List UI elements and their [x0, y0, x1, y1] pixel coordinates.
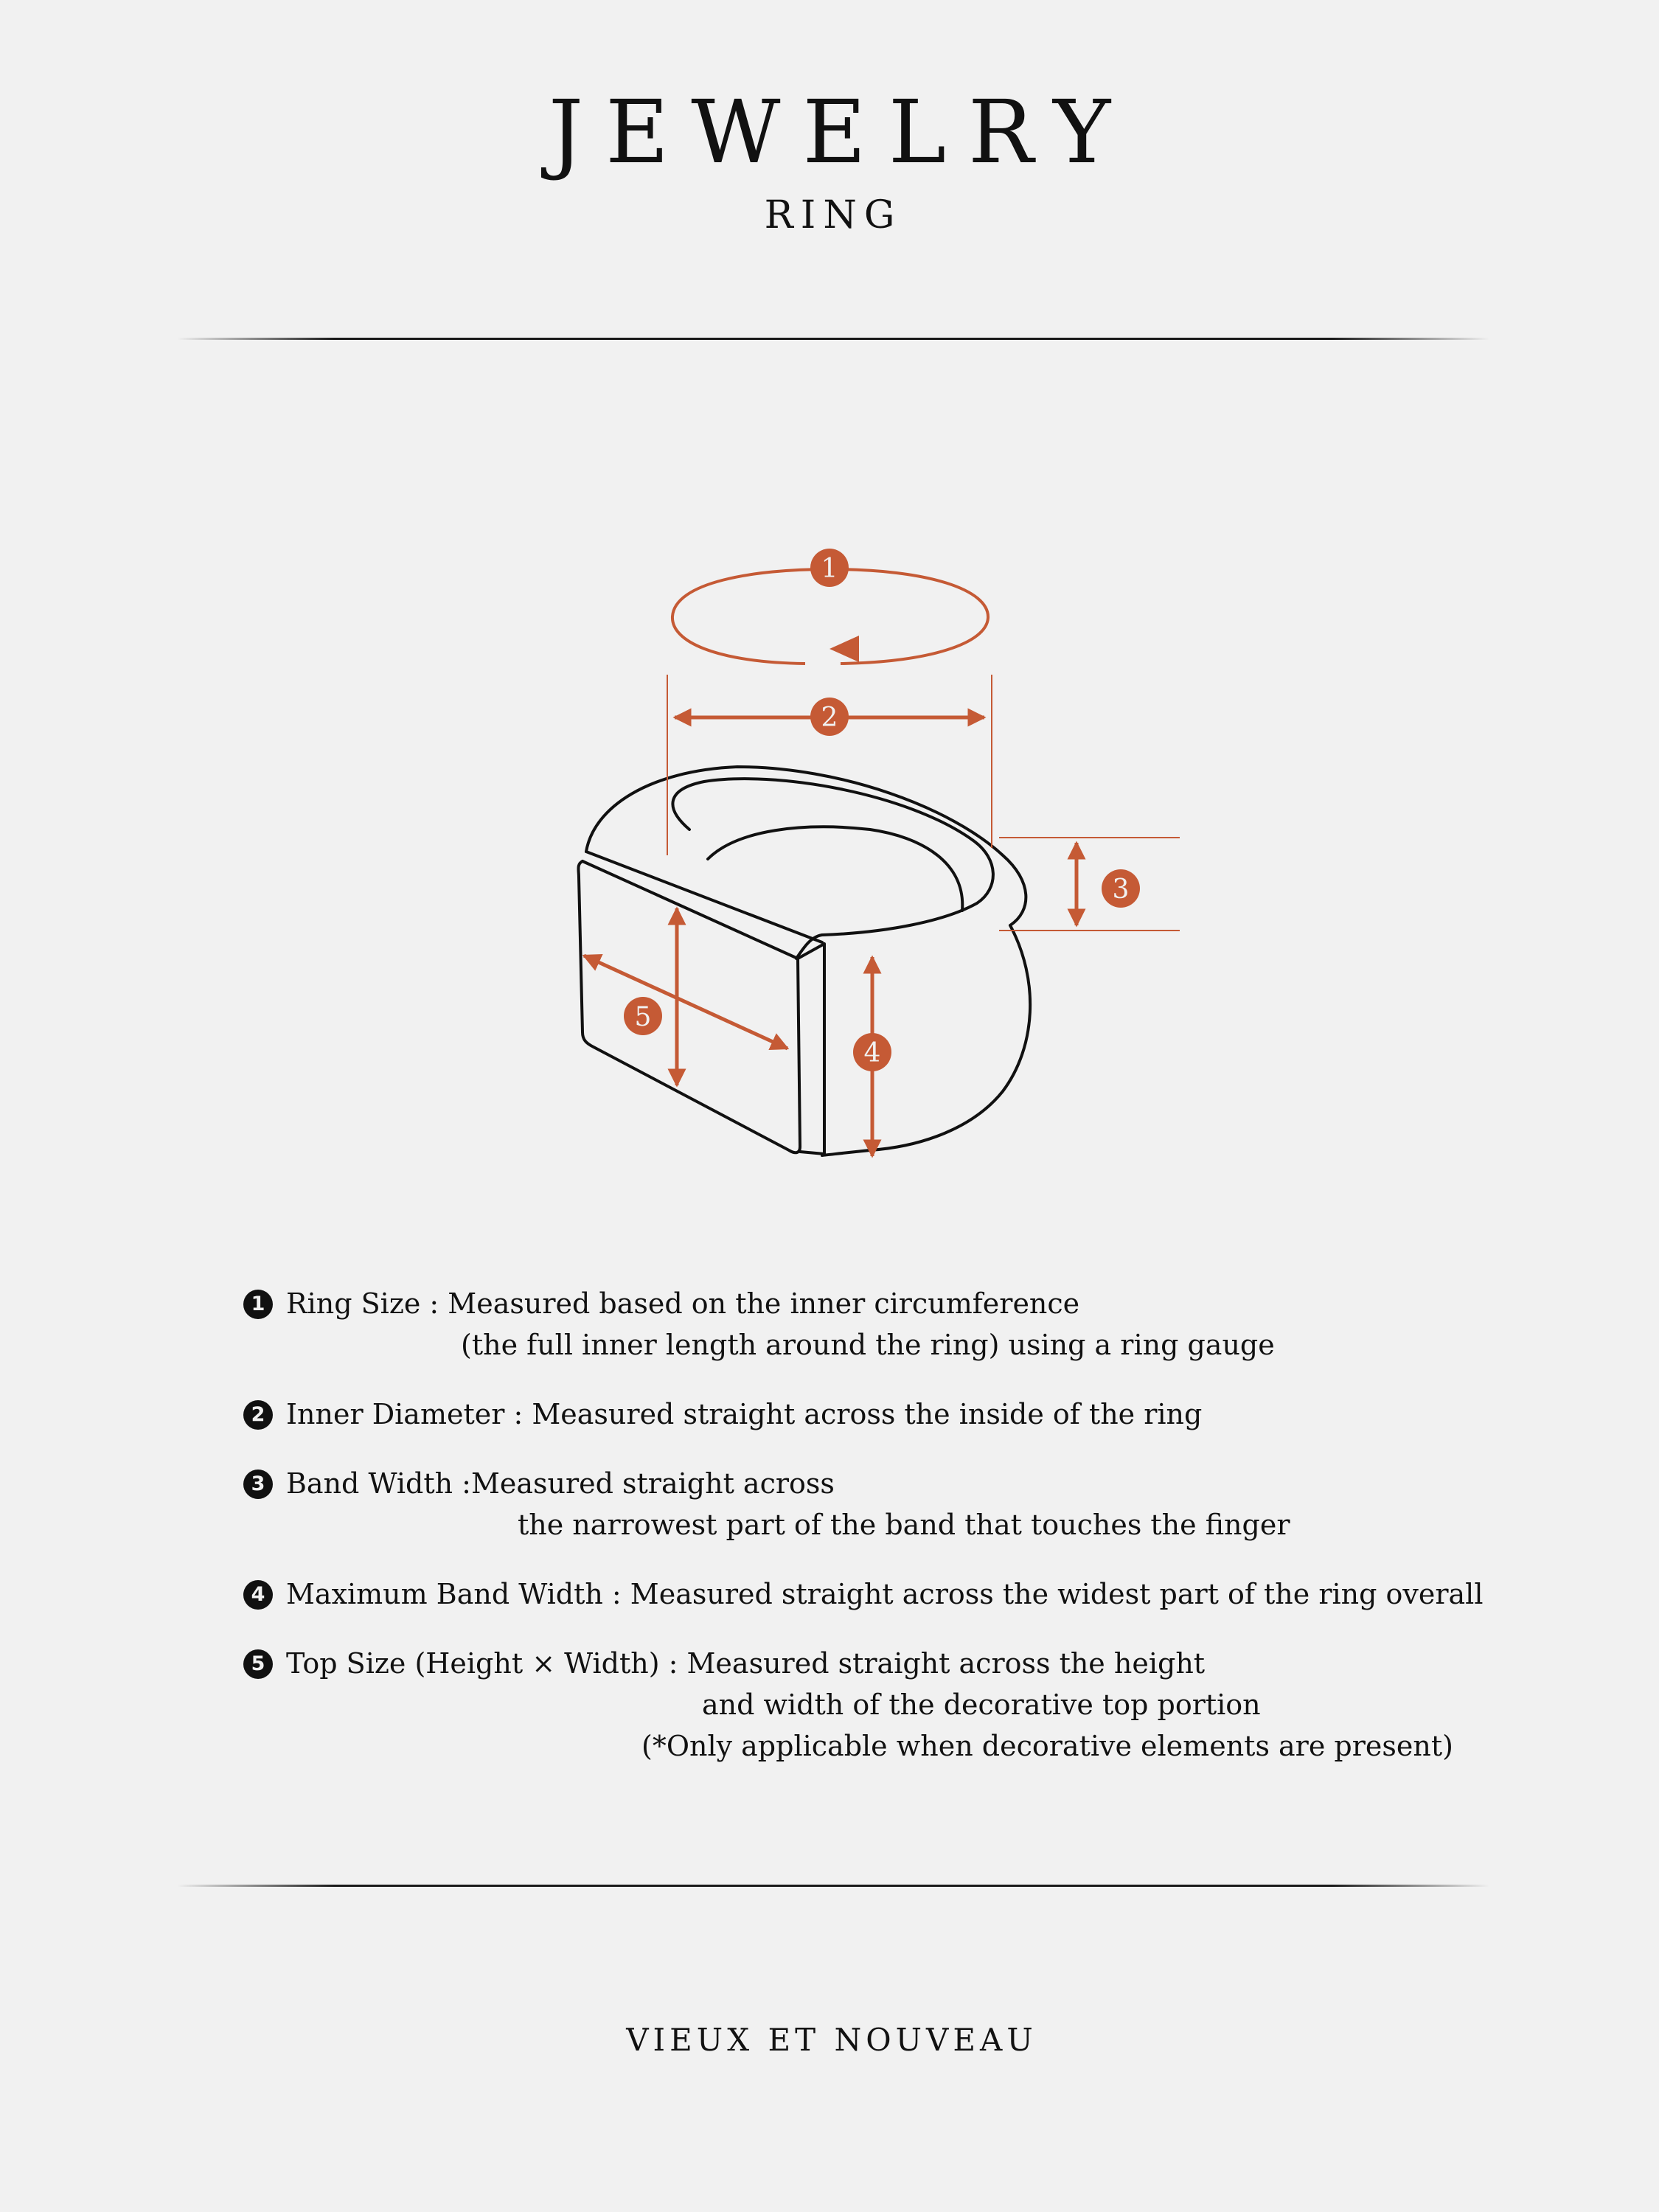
top-width-arrow: [584, 956, 787, 1048]
legend-number: 1: [243, 1290, 273, 1319]
legend-text: Top Size (Height × Width) : Measured straight across the height: [286, 1647, 1206, 1680]
legend-text-continued: (*Only applicable when decorative elements are present): [641, 1730, 1453, 1762]
marker-1: [810, 549, 849, 587]
bottom-divider: [177, 1885, 1489, 1887]
legend-item-inner-diameter: [243, 1394, 1202, 1435]
page-title: JEWELRY: [548, 81, 1133, 183]
marker-4: [853, 1033, 891, 1071]
legend-text: Maximum Band Width : Measured straight across the widest part of the ring overall: [286, 1578, 1484, 1610]
legend-text-continued: (the full inner length around the ring) using a ring gauge: [461, 1329, 1275, 1361]
marker-3: [1102, 869, 1140, 908]
marker-circles: [624, 549, 1140, 1071]
legend-text: Band Width :Measured straight across: [286, 1467, 835, 1500]
svg-text:1: 1: [821, 554, 838, 584]
ring-outline: [578, 767, 1030, 1155]
legend-text-continued: and width of the decorative top portion: [702, 1688, 1261, 1721]
legend-number: 4: [243, 1580, 273, 1610]
brand-name: VIEUX ET NOUVEAU: [626, 2022, 1037, 2058]
svg-text:4: 4: [863, 1038, 881, 1068]
legend-number: 3: [243, 1470, 273, 1499]
legend-item-max-band-width: [243, 1573, 1483, 1615]
legend-text-continued: the narrowest part of the band that touches the finger: [518, 1509, 1290, 1541]
svg-text:2: 2: [821, 703, 838, 733]
legend-item-top-size: [243, 1643, 1205, 1684]
legend-number: 5: [243, 1649, 273, 1679]
legend-item-band-width: [243, 1463, 835, 1504]
legend-text: Ring Size : Measured based on the inner circumference: [286, 1287, 1080, 1320]
legend-number: 2: [243, 1400, 273, 1430]
legend-text: Inner Diameter : Measured straight across the inside of the ring: [286, 1398, 1203, 1430]
svg-text:3: 3: [1112, 874, 1130, 905]
marker-2: [810, 698, 849, 736]
circumference-arrowhead: [830, 636, 859, 662]
page-subtitle: RING: [764, 193, 902, 237]
svg-text:5: 5: [634, 1002, 652, 1032]
legend-item-ring-size: [243, 1283, 1079, 1324]
marker-5: [624, 997, 662, 1035]
